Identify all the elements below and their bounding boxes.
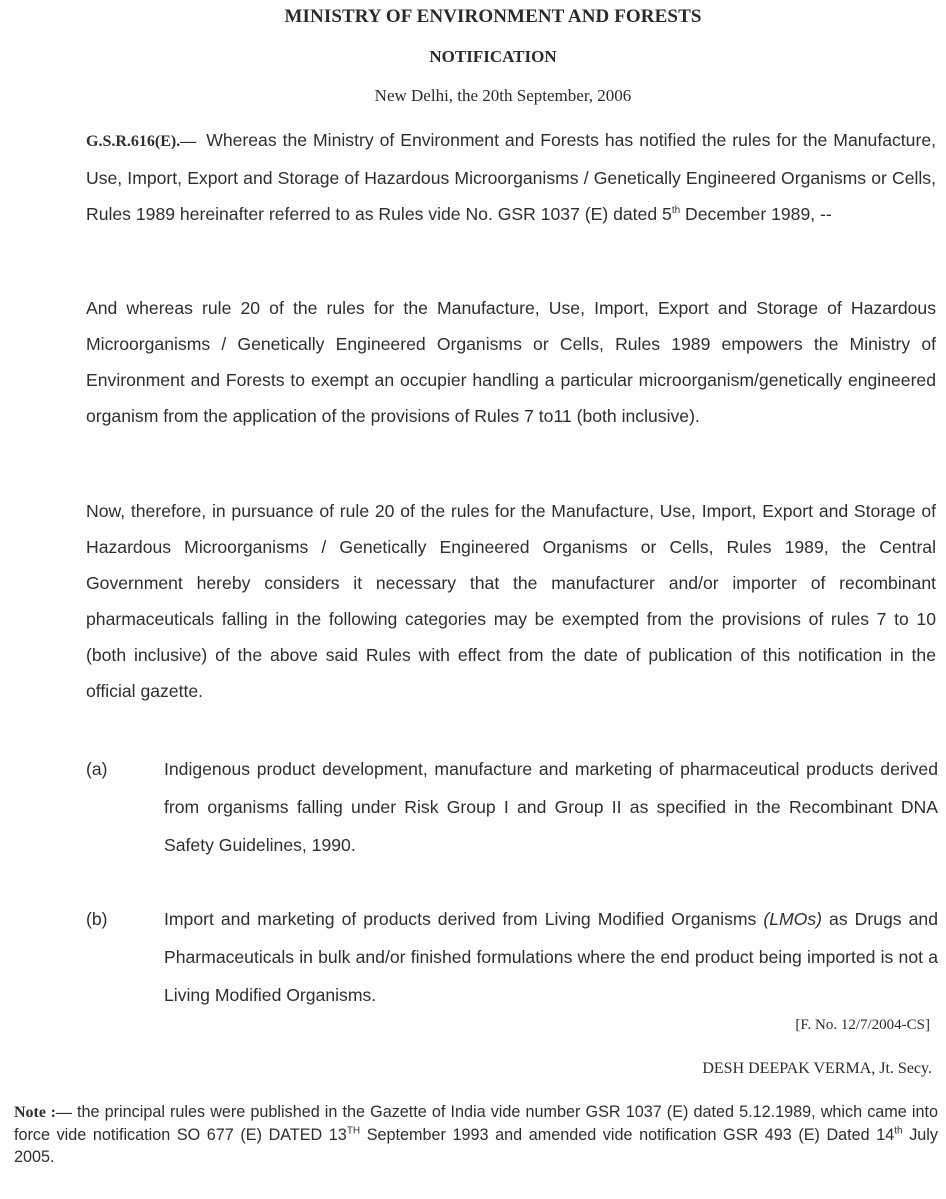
ministry-heading: MINISTRY OF ENVIRONMENT AND FORESTS xyxy=(284,6,702,27)
list-item-text-start: Import and marketing of products derived from Living Modified Organisms xyxy=(164,909,764,929)
list-item-text: Indigenous product development, manufacture and marketing of pharmaceutical products derived from organisms falling under Risk Group I and Group II as specified in the Recombinant DNA Safety Guidelines, 1990. xyxy=(164,759,938,855)
list-item-marker: (a) xyxy=(86,759,108,779)
file-number: [F. No. 12/7/2004-CS] xyxy=(795,1017,930,1033)
list-item-marker: (b) xyxy=(86,909,108,929)
list-item-text xyxy=(164,900,938,1014)
paragraph-preamble xyxy=(86,122,936,232)
footnote-text-end: July 2005. xyxy=(14,1126,938,1166)
preamble-superscript: th xyxy=(671,205,681,217)
preamble-text: Whereas the Ministry of Environment and Forests has notified the rules for the Manufacture, Use, Import, Export and Storage of Hazardous Microorganisms / Genetically Engineered Organisms or Cells, Rules 1989 hereinafter referred to as Rules vide No. GSR 1037 (E) dated 5 xyxy=(86,130,936,224)
footnote-text: the principal rules were published in the Gazette of India vide number GSR 1037 (E) dated 5.12.1989, which came into force vide notification SO 677 (E) DATED 13 xyxy=(14,1103,938,1144)
signature-line: DESH DEEPAK VERMA, Jt. Secy. xyxy=(702,1060,932,1077)
list-item xyxy=(86,900,938,1014)
dateline: New Delhi, the 20th September, 2006 xyxy=(374,86,632,105)
paragraph-whereas: And whereas rule 20 of the rules for the Manufacture, Use, Import, Export and Storage of Hazardous Microorganisms / Genetically Engineered Organisms or Cells, Rules 1989 empowers the Ministry of Environment and Forests to exempt an occupier handling a particular microorganism/genetically engineered organism from the application of the provisions of Rules 7 to11 (both inclusive). xyxy=(86,298,936,426)
footnote-label: Note :— xyxy=(14,1104,72,1121)
gsr-reference: G.S.R.616(E).— xyxy=(86,133,197,150)
paragraph-now-therefore: Now, therefore, in pursuance of rule 20 of the rules for the Manufacture, Use, Import, Export and Storage of Hazardous Microorganisms / Genetically Engineered Organisms or Cells, Rules 1989, the Central Government hereby considers it necessary that the manufacturer and/or importer of recombinant pharmaceuticals falling in the following categories may be exempted from the provisions of rules 7 to 10 (both inclusive) of the above said Rules with effect from the date of publication of this notification in the official gazette. xyxy=(86,501,936,701)
footnote xyxy=(14,1101,938,1168)
list-item-italic: (LMOs) xyxy=(763,909,823,929)
footnote-superscript: th xyxy=(894,1125,903,1137)
list-item xyxy=(86,750,938,864)
list-item-text-end: as Drugs and Pharmaceuticals in bulk and/or finished formulations where the end product being imported is not a Living Modified Organisms. xyxy=(164,909,938,1005)
preamble-text-end: December 1989, -- xyxy=(680,204,832,224)
notification-heading: NOTIFICATION xyxy=(429,47,557,66)
footnote-text-middle: September 1993 and amended vide notification GSR 493 (E) Dated 14 xyxy=(360,1126,895,1144)
footnote-superscript: TH xyxy=(346,1125,361,1137)
